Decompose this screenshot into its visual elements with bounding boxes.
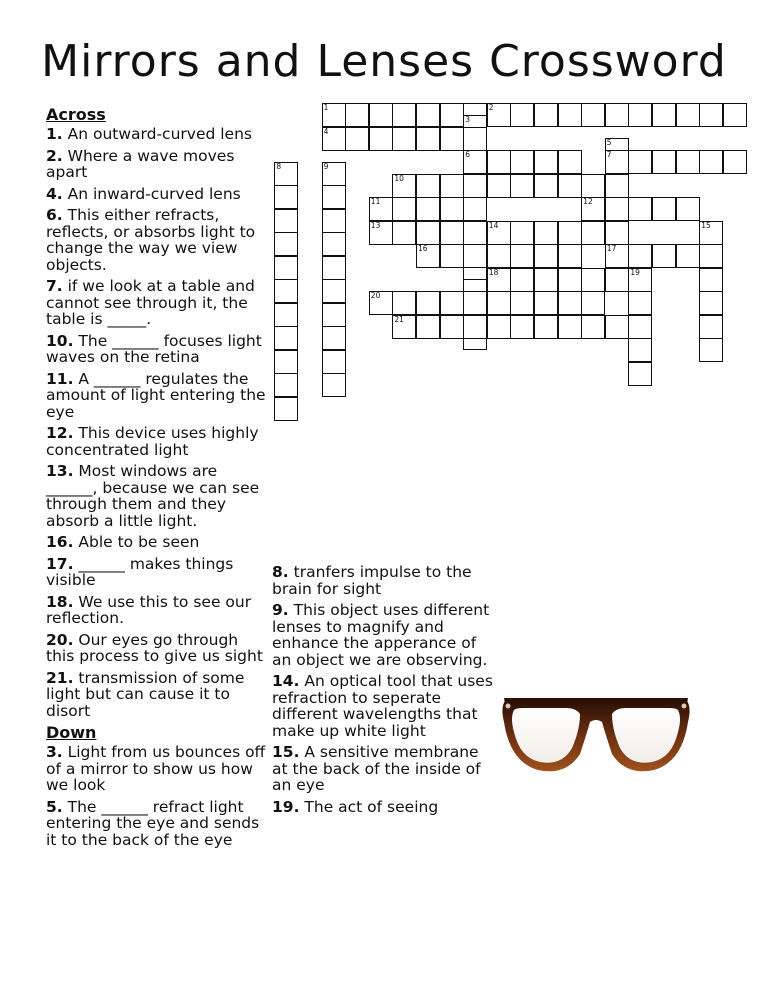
grid-cell[interactable]	[534, 291, 558, 315]
grid-cell[interactable]	[628, 338, 652, 362]
grid-cell[interactable]	[487, 150, 511, 174]
grid-cell[interactable]	[605, 103, 629, 127]
grid-cell[interactable]	[416, 315, 440, 339]
cell-number: 4	[323, 126, 329, 136]
clue-text: transmission of some light but can cause it to disort	[46, 668, 245, 720]
grid-cell[interactable]	[440, 221, 464, 245]
grid-cell[interactable]	[274, 162, 298, 186]
clue-item	[272, 673, 494, 739]
grid-cell[interactable]	[510, 221, 534, 245]
clue-item	[272, 602, 494, 668]
clue-item	[46, 148, 270, 181]
grid-cell[interactable]	[534, 315, 558, 339]
grid-cell[interactable]	[369, 127, 393, 151]
grid-cell[interactable]	[322, 232, 346, 256]
grid-cell[interactable]	[510, 315, 534, 339]
cell-number: 3	[465, 114, 470, 124]
grid-cell[interactable]	[463, 150, 487, 174]
clue-item	[46, 463, 270, 529]
grid-cell[interactable]	[345, 127, 369, 151]
grid-cell[interactable]	[463, 291, 487, 315]
cell-number: 19	[630, 267, 640, 277]
clue-text: This device uses highly concentrated light	[46, 424, 259, 459]
grid-cell[interactable]	[369, 197, 393, 221]
grid-cell[interactable]	[322, 209, 346, 233]
clue-number: 21.	[46, 668, 74, 687]
clue-text: This either refracts, reflects, or absorbs light to change the way we view objects.	[46, 206, 256, 274]
grid-cell[interactable]	[463, 221, 487, 245]
grid-cell[interactable]	[676, 150, 700, 174]
cell-number: 14	[488, 220, 499, 230]
clue-text: An inward-curved lens	[62, 184, 241, 203]
cell-number: 17	[606, 244, 617, 253]
grid-cell[interactable]	[605, 268, 629, 292]
grid-cell[interactable]	[581, 197, 605, 221]
clue-number: 16.	[46, 533, 74, 551]
grid-cell[interactable]	[463, 174, 487, 198]
clue-number: 9.	[272, 601, 289, 619]
grid-cell[interactable]	[392, 103, 416, 127]
clue-number: 10.	[46, 331, 74, 350]
grid-cell[interactable]	[274, 373, 298, 397]
grid-cell[interactable]	[628, 291, 652, 315]
grid-cell[interactable]	[510, 174, 534, 198]
clue-number: 1.	[46, 125, 63, 143]
cell-number: 2	[488, 103, 494, 112]
clue-number: 8.	[272, 563, 289, 581]
grid-cell[interactable]	[534, 268, 558, 292]
grid-cell[interactable]	[487, 315, 511, 339]
grid-cell[interactable]	[699, 244, 723, 268]
cell-number: 10	[394, 173, 404, 183]
grid-cell[interactable]	[440, 127, 464, 151]
clue-number: 11.	[46, 369, 74, 388]
across-clues	[46, 126, 270, 719]
grid-cell[interactable]	[699, 221, 723, 245]
grid-cell[interactable]	[510, 244, 534, 268]
eyeglasses-icon	[496, 682, 696, 782]
cell-number: 11	[370, 197, 381, 206]
cell-number: 7	[606, 150, 612, 159]
grid-cell[interactable]	[322, 256, 346, 280]
grid-cell[interactable]	[558, 103, 582, 127]
grid-cell[interactable]	[605, 315, 629, 339]
clue-number: 20.	[46, 630, 74, 649]
clue-item	[272, 799, 494, 816]
grid-cell[interactable]	[369, 103, 393, 127]
clue-number: 3.	[46, 743, 63, 761]
clue-number: 15.	[272, 743, 300, 761]
clue-item	[46, 556, 270, 589]
clue-text: An optical tool that uses refraction to seperate different wavelengths that make up white light	[272, 672, 493, 740]
clue-text: A ______ regulates the amount of light entering the eye	[46, 369, 266, 421]
clue-text: A sensitive membrane at the back of the inside of an eye	[272, 743, 481, 794]
grid-cell[interactable]	[558, 291, 582, 315]
clue-item	[46, 799, 270, 849]
page-title: Mirrors and Lenses Crossword	[41, 36, 727, 87]
grid-cell[interactable]	[605, 221, 629, 245]
grid-cell[interactable]	[322, 162, 346, 186]
clue-item	[46, 186, 270, 203]
clue-item	[46, 632, 270, 665]
grid-cell[interactable]	[392, 197, 416, 221]
grid-cell[interactable]	[487, 291, 511, 315]
grid-cell[interactable]	[369, 221, 393, 245]
grid-cell[interactable]	[487, 174, 511, 198]
grid-cell[interactable]	[274, 209, 298, 233]
down-clues-right	[272, 564, 494, 815]
grid-cell[interactable]	[628, 362, 652, 386]
grid-cell[interactable]	[534, 150, 558, 174]
grid-cell[interactable]	[416, 197, 440, 221]
cell-number: 6	[465, 150, 470, 159]
grid-cell[interactable]	[416, 127, 440, 151]
clue-text: Able to be seen	[73, 533, 200, 551]
grid-cell[interactable]	[605, 150, 629, 174]
cell-number: 20	[370, 291, 381, 300]
clue-item	[46, 126, 270, 143]
grid-cell[interactable]	[510, 150, 534, 174]
clue-text: Our eyes go through this process to give us sight	[46, 630, 263, 665]
grid-cell[interactable]	[463, 315, 487, 339]
clue-list-left	[46, 106, 270, 853]
grid-cell[interactable]	[322, 303, 346, 327]
grid-cell[interactable]	[440, 197, 464, 221]
grid-cell[interactable]	[392, 221, 416, 245]
grid-cell[interactable]	[534, 221, 558, 245]
grid-cell[interactable]	[274, 397, 298, 421]
clue-text: The ______ focuses light waves on the retina	[46, 331, 262, 366]
clue-text: We use this to see our reflection.	[46, 592, 252, 627]
grid-cell[interactable]	[392, 127, 416, 151]
grid-cell[interactable]	[487, 268, 511, 292]
cell-number: 15	[701, 220, 711, 230]
grid-cell[interactable]	[699, 291, 723, 315]
grid-cell[interactable]	[440, 315, 464, 339]
grid-cell[interactable]	[440, 174, 464, 198]
grid-cell[interactable]	[274, 232, 298, 256]
grid-cell[interactable]	[581, 315, 605, 339]
cell-number: 9	[323, 161, 329, 171]
clue-number: 18.	[46, 592, 74, 611]
cell-number: 1	[323, 103, 329, 112]
grid-cell[interactable]	[322, 185, 346, 209]
cell-number: 16	[418, 244, 428, 253]
grid-cell[interactable]	[628, 315, 652, 339]
clue-list-right	[272, 564, 494, 820]
clue-item	[46, 744, 270, 794]
clue-item	[272, 744, 494, 794]
clue-text: The act of seeing	[299, 797, 439, 816]
grid-cell[interactable]	[558, 221, 582, 245]
grid-cell[interactable]	[676, 244, 700, 268]
clue-text: ______ makes things visible	[46, 554, 234, 589]
grid-cell[interactable]	[440, 103, 464, 127]
grid-cell[interactable]	[510, 291, 534, 315]
grid-cell[interactable]	[558, 150, 582, 174]
grid-cell[interactable]	[440, 244, 464, 268]
grid-cell[interactable]	[581, 221, 605, 245]
grid-cell[interactable]	[605, 174, 629, 198]
grid-cell[interactable]	[322, 326, 346, 350]
clue-number: 7.	[46, 277, 63, 295]
grid-cell[interactable]	[558, 315, 582, 339]
grid-cell[interactable]	[652, 197, 676, 221]
clue-item	[46, 371, 270, 421]
grid-cell[interactable]	[628, 197, 652, 221]
grid-cell[interactable]	[534, 103, 558, 127]
grid-cell[interactable]	[558, 174, 582, 198]
grid-cell[interactable]	[652, 150, 676, 174]
grid-cell[interactable]	[581, 291, 605, 315]
clue-item	[46, 670, 270, 720]
clue-number: 4.	[46, 184, 63, 203]
grid-cell[interactable]	[487, 221, 511, 245]
cell-number: 21	[394, 314, 404, 324]
clue-item	[46, 594, 270, 627]
clue-number: 12.	[46, 424, 74, 442]
grid-cell[interactable]	[581, 268, 605, 292]
grid-cell[interactable]	[274, 326, 298, 350]
clue-text: An outward-curved lens	[62, 125, 252, 143]
grid-cell[interactable]	[322, 103, 346, 127]
clue-text: Light from us bounces off of a mirror to show us how we look	[46, 743, 266, 794]
clue-text: The ______ refract light entering the eye and sends it to the back of the eye	[46, 797, 260, 849]
clue-item	[46, 534, 270, 551]
grid-cell[interactable]	[274, 185, 298, 209]
grid-cell[interactable]	[322, 279, 346, 303]
grid-cell[interactable]	[487, 103, 511, 127]
cell-number: 12	[583, 197, 593, 206]
grid-cell[interactable]	[699, 150, 723, 174]
clue-item	[46, 207, 270, 273]
grid-cell[interactable]	[699, 103, 723, 127]
grid-cell[interactable]	[723, 103, 747, 127]
grid-cell[interactable]	[322, 373, 346, 397]
clue-number: 2.	[46, 146, 63, 165]
grid-cell[interactable]	[416, 103, 440, 127]
clue-number: 17.	[46, 554, 74, 573]
grid-cell[interactable]	[558, 268, 582, 292]
clue-item	[46, 278, 270, 328]
grid-cell[interactable]	[416, 174, 440, 198]
grid-cell[interactable]	[392, 174, 416, 198]
grid-cell[interactable]	[723, 150, 747, 174]
clue-text: if we look at a table and cannot see through it, the table is _____.	[46, 277, 255, 328]
across-heading: Across	[46, 105, 106, 124]
grid-cell[interactable]	[581, 103, 605, 127]
clue-number: 19.	[272, 797, 300, 816]
grid-cell[interactable]	[699, 338, 723, 362]
grid-cell[interactable]	[652, 103, 676, 127]
grid-cell[interactable]	[322, 127, 346, 151]
grid-cell[interactable]	[369, 291, 393, 315]
clue-item	[46, 425, 270, 458]
clue-number: 13.	[46, 462, 74, 480]
grid-cell[interactable]	[534, 244, 558, 268]
grid-cell[interactable]	[676, 197, 700, 221]
down-clues-left	[46, 744, 270, 848]
grid-cell[interactable]	[416, 221, 440, 245]
grid-cell[interactable]	[274, 303, 298, 327]
grid-cell[interactable]	[699, 268, 723, 292]
clue-number: 14.	[272, 672, 300, 690]
grid-cell[interactable]	[652, 244, 676, 268]
down-heading: Down	[46, 723, 97, 742]
grid-cell[interactable]	[558, 244, 582, 268]
grid-cell[interactable]	[510, 103, 534, 127]
grid-cell[interactable]	[605, 244, 629, 268]
grid-cell[interactable]	[322, 350, 346, 374]
grid-cell[interactable]	[416, 291, 440, 315]
cell-number: 8	[276, 161, 282, 171]
clue-item	[46, 333, 270, 366]
clue-text: Most windows are ______, because we can see through them and they absorb a little light.	[46, 462, 260, 530]
grid-cell[interactable]	[676, 103, 700, 127]
grid-cell[interactable]	[440, 291, 464, 315]
grid-cell[interactable]	[534, 174, 558, 198]
clue-number: 5.	[46, 797, 63, 816]
clue-item	[272, 564, 494, 597]
grid-cell[interactable]	[463, 197, 487, 221]
grid-cell[interactable]	[605, 197, 629, 221]
grid-cell[interactable]	[510, 268, 534, 292]
grid-cell[interactable]	[628, 150, 652, 174]
grid-cell[interactable]	[628, 268, 652, 292]
grid-cell[interactable]	[392, 291, 416, 315]
grid-cell[interactable]	[581, 174, 605, 198]
grid-cell[interactable]	[274, 256, 298, 280]
grid-cell[interactable]	[487, 244, 511, 268]
grid-cell[interactable]	[274, 350, 298, 374]
grid-cell[interactable]	[416, 244, 440, 268]
grid-cell[interactable]	[274, 279, 298, 303]
cell-number: 13	[370, 220, 381, 230]
grid-cell[interactable]	[628, 244, 652, 268]
clue-text: tranfers impulse to the brain for sight	[272, 563, 472, 598]
clue-text: This object uses different lenses to magnify and enhance the apperance of an object we are observing.	[272, 601, 490, 669]
grid-cell[interactable]	[463, 244, 487, 268]
cell-number: 5	[606, 138, 612, 148]
clue-text: Where a wave moves apart	[46, 146, 235, 181]
grid-cell[interactable]	[628, 103, 652, 127]
grid-cell[interactable]	[345, 103, 369, 127]
clue-number: 6.	[46, 206, 63, 224]
cell-number: 18	[488, 267, 499, 277]
grid-cell[interactable]	[463, 127, 487, 151]
grid-cell[interactable]	[392, 315, 416, 339]
grid-cell[interactable]	[699, 315, 723, 339]
